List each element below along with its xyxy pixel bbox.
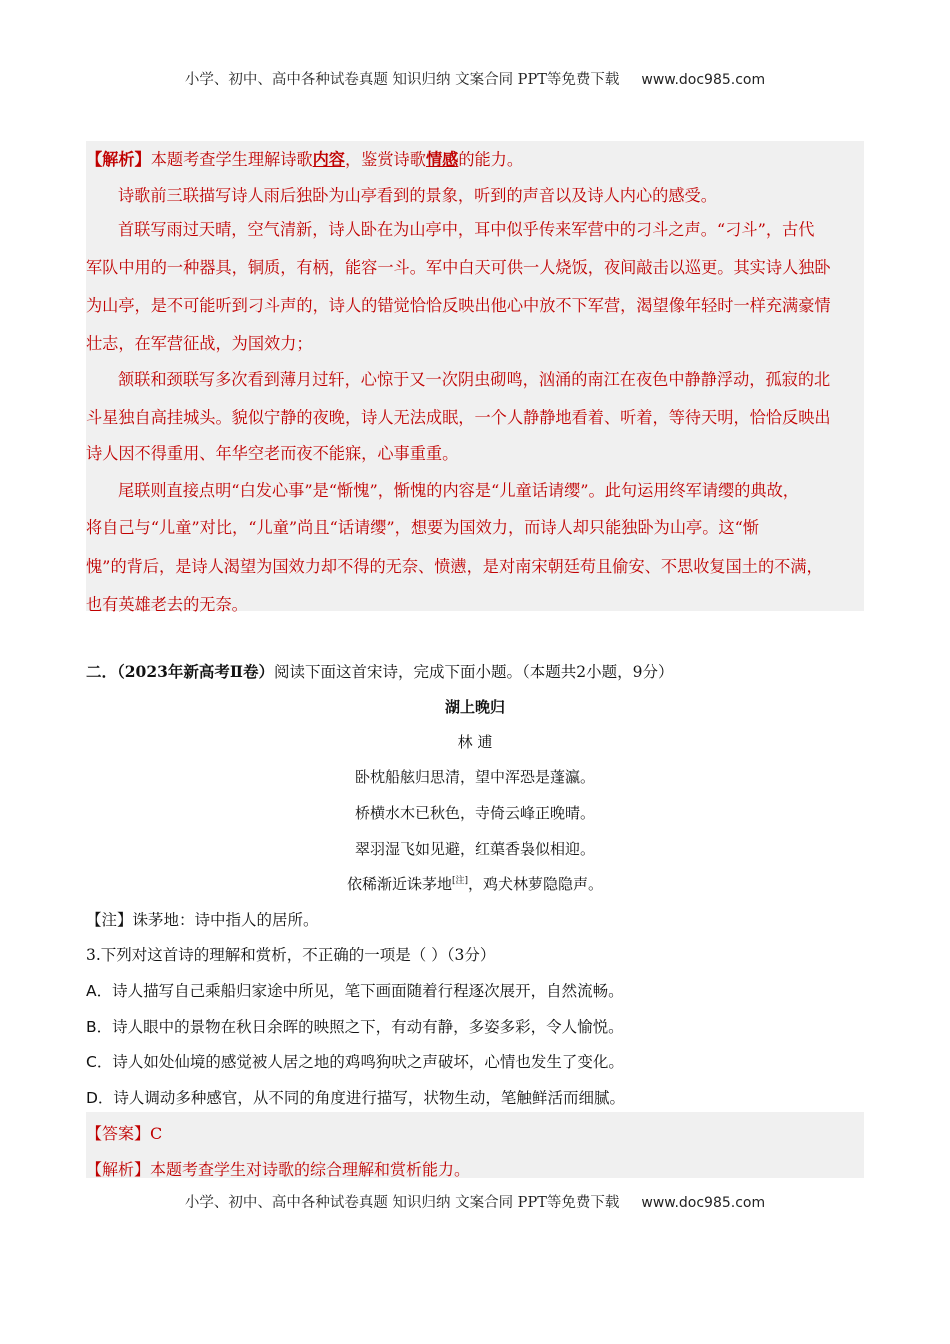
analysis-intro (86, 146, 864, 170)
underlined-content: 内容 (312, 150, 345, 169)
poem-title: 湖上晚归 (444, 698, 505, 716)
option-d[interactable]: D．诗人调动多种感官，从不同的角度进行描写，状物生动，笔触鲜活而细腻。 (86, 1089, 625, 1107)
analysis-paragraph-4-line: 尾联则直接点明“白发心事”是“惭愧”，惭愧的内容是“儿童话请缨”。此句运用终军请缨的典故， (118, 481, 799, 500)
analysis-paragraph-3-line: 诗人因不得重用、年华空老而夜不能寐，心事重重。 (86, 444, 459, 463)
analysis-paragraph-2-line: 为山亭，是不可能听到刁斗声的，诗人的错觉恰恰反映出他心中放不下军营，渴望像年轻时一样充满豪情 (86, 296, 831, 315)
analysis-2-text: 【解析】本题考查学生对诗歌的综合理解和赏析能力。 (86, 1160, 471, 1179)
footer-url[interactable]: www.doc985.com (641, 1195, 766, 1211)
analysis-paragraph-1: 诗歌前三联描写诗人雨后独卧为山亭看到的景象，听到的声音以及诗人内心的感受。 (118, 186, 717, 205)
page-footer (0, 1191, 950, 1212)
analysis-paragraph-4-line: 愧”的背后，是诗人渴望为国效力却不得的无奈、愤懑，是对南宋朝廷苟且偷安、不思收复国土的不满， (86, 557, 823, 576)
poem-line-pre: 依稀渐近诛茅地 (346, 875, 452, 893)
question-3-stem: 3.下列对这首诗的理解和赏析，不正确的一项是（ ）（3分） (86, 946, 496, 964)
question-text: 阅读下面这首宋诗，完成下面小题。（本题共2小题，9分） (273, 663, 674, 681)
analysis-paragraph-4-line: 将自己与“儿童”对比，“儿童”尚且“话请缨”，想要为国效力，而诗人却只能独卧为山亭。这“惭 (86, 518, 760, 537)
analysis-text-mid: ，鉴赏诗歌 (345, 150, 426, 169)
analysis-paragraph-2-line: 军队中用的一种器具，铜质，有柄，能容一斗。军中白天可供一人烧饭，夜间敲击以巡更。其实诗人独卧 (86, 258, 831, 277)
option-b[interactable]: B．诗人眼中的景物在秋日余晖的映照之下，有动有静，多姿多彩，令人愉悦。 (86, 1018, 624, 1036)
answer-text: 【答案】C (86, 1124, 163, 1143)
header-url[interactable]: www.doc985.com (641, 72, 766, 88)
analysis-text-pre: 本题考查学生理解诗歌 (150, 150, 313, 169)
poem-line-post: ，鸡犬林萝隐隐声。 (468, 875, 604, 893)
header-text: 小学、初中、高中各种试卷真题 知识归纳 文案合同 PPT等免费下载 (184, 72, 620, 88)
poem-note: 【注】诛茅地：诗中指人的居所。 (86, 911, 319, 929)
poem-footnote-marker[interactable]: [注] (451, 876, 469, 886)
analysis-text-post: 的能力。 (458, 150, 524, 169)
underlined-emotion: 情感 (425, 150, 459, 169)
page-header (0, 68, 950, 89)
analysis-paragraph-3-line: 颔联和颈联写多次看到薄月过轩，心惊于又一次阴虫砌鸣，汹涌的南江在夜色中静静浮动，孤寂的北 (118, 370, 831, 389)
question-number: 二． (86, 662, 118, 681)
poem-line: 翠羽湿飞如见避，红蕖香袅似相迎。 (354, 840, 595, 858)
poem-line-last (0, 873, 950, 894)
footer-text: 小学、初中、高中各种试卷真题 知识归纳 文案合同 PPT等免费下载 (184, 1195, 620, 1211)
question-source: （2023年新高考Ⅱ卷） (117, 662, 274, 681)
analysis-paragraph-3-line: 斗星独自高挂城头。貌似宁静的夜晚，诗人无法成眠，一个人静静地看着、听着，等待天明，恰恰反映出 (86, 408, 831, 427)
poem-line: 卧枕船舷归思清，望中浑恐是蓬瀛。 (354, 768, 595, 786)
answer-panel (86, 1112, 864, 1148)
option-a[interactable]: A．诗人描写自己乘船归家途中所见，笔下画面随着行程逐次展开，自然流畅。 (86, 982, 624, 1000)
poem-line: 桥横水木已秋色，寺倚云峰正晚晴。 (354, 804, 595, 822)
poem-author: 林 逋 (457, 733, 493, 751)
analysis-paragraph-2-line: 首联写雨过天晴，空气清新，诗人卧在为山亭中，耳中似乎传来军营中的刁斗之声。“刁斗”，古代 (118, 220, 815, 239)
analysis-paragraph-4-line: 也有英雄老去的无奈。 (86, 595, 248, 614)
analysis-paragraph-2-line: 壮志，在军营征战，为国效力； (86, 334, 313, 353)
option-c[interactable]: C．诗人如处仙境的感觉被人居之地的鸡鸣狗吠之声破坏，心情也发生了变化。 (86, 1053, 624, 1071)
analysis-label: 【解析】 (86, 150, 151, 169)
question-heading (86, 660, 673, 682)
